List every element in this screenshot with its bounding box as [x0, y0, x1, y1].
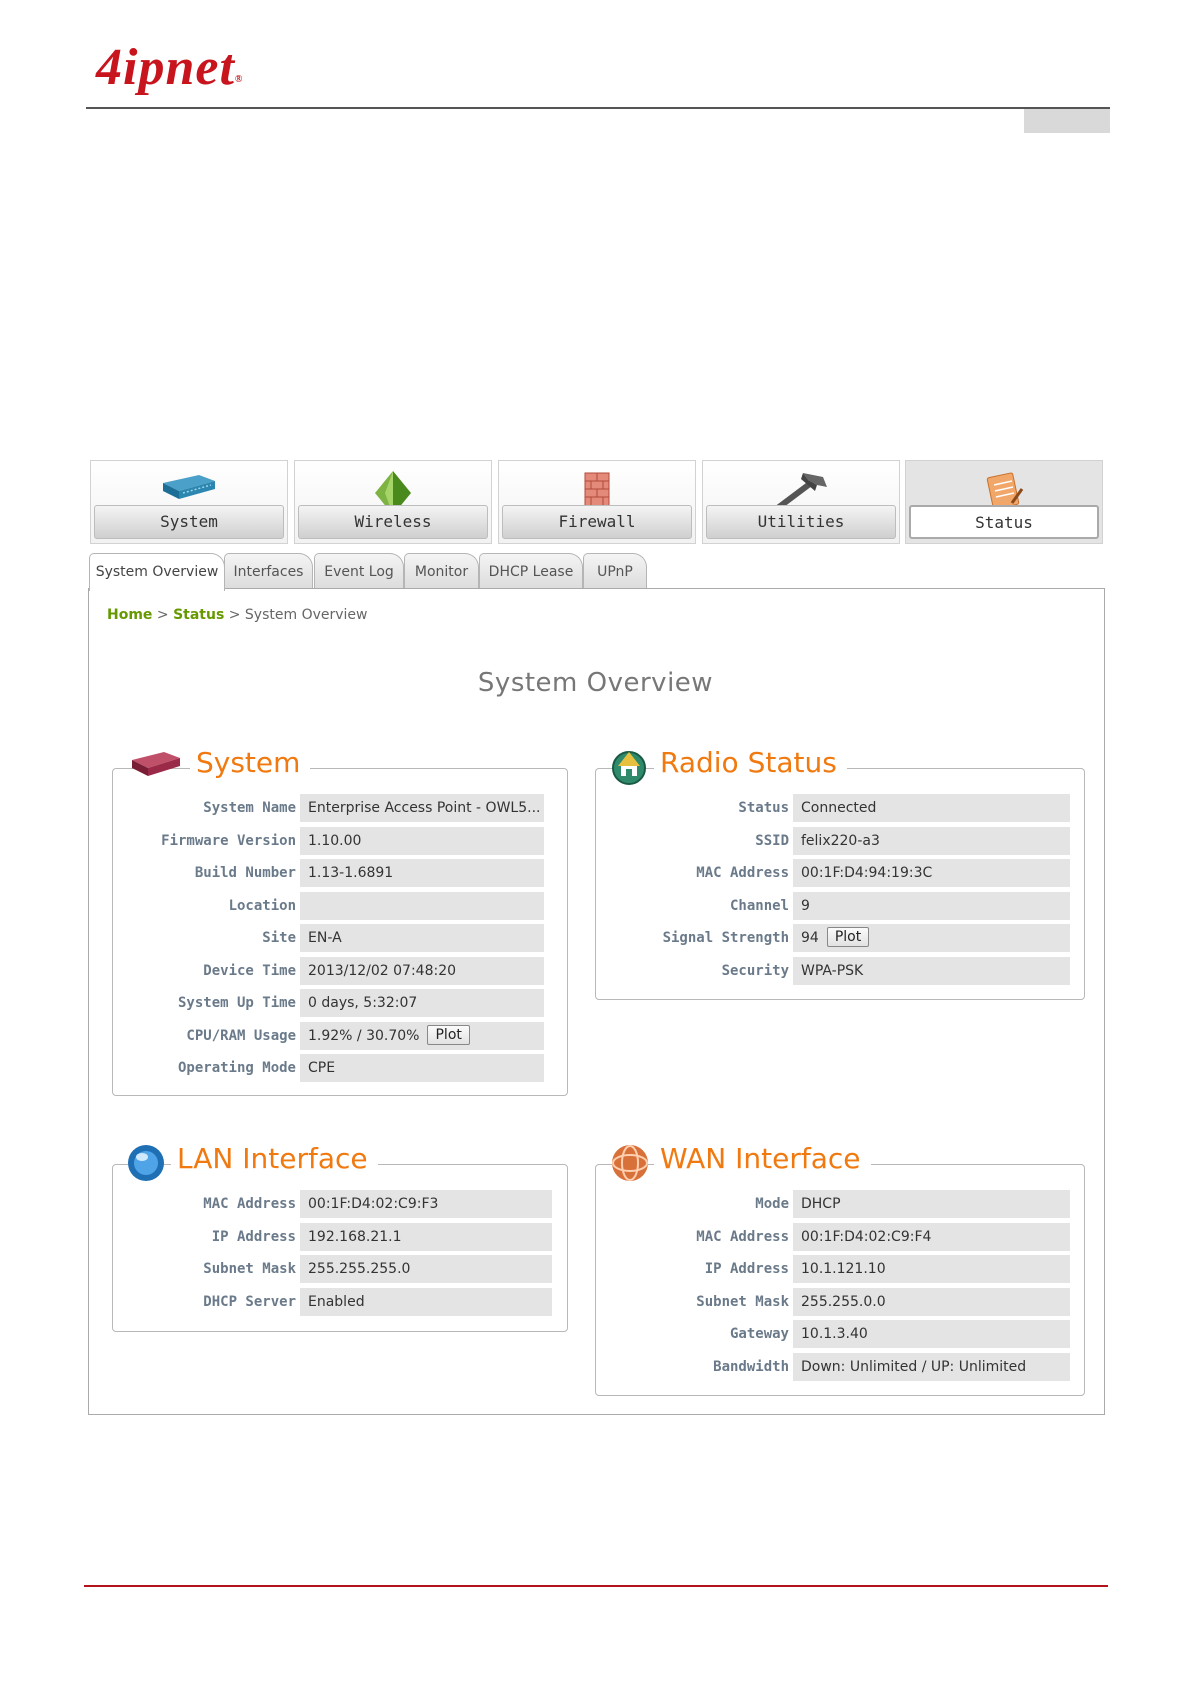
field-value-text: 0 days, 5:32:07	[308, 995, 418, 1011]
nav-tab-wireless[interactable]	[294, 460, 492, 544]
info-row	[120, 1288, 552, 1316]
nav-tab-label: Utilities	[706, 505, 896, 539]
nav-tab-label: System	[94, 505, 284, 539]
field-value-text: 00:1F:D4:02:C9:F3	[308, 1196, 439, 1212]
field-label: System Name	[203, 800, 296, 816]
router-icon	[159, 469, 219, 505]
firewall-brick-icon	[582, 469, 612, 509]
field-value-text: Enabled	[308, 1293, 365, 1310]
field-value-text: 10.1.121.10	[801, 1261, 886, 1277]
info-row	[120, 827, 544, 855]
page-title: System Overview	[477, 668, 714, 698]
field-label: Security	[721, 962, 789, 979]
field-label: System Up Time	[177, 995, 296, 1011]
field-value	[793, 1320, 1070, 1348]
field-value	[793, 957, 1070, 985]
field-value	[300, 1288, 552, 1316]
field-label: Firmware Version	[161, 832, 296, 849]
field-label: Operating Mode	[177, 1060, 296, 1076]
field-label: Site	[262, 930, 296, 946]
field-label: Gateway	[729, 1326, 789, 1342]
info-row	[605, 794, 1070, 822]
field-value	[300, 1022, 544, 1050]
info-row	[605, 1223, 1070, 1251]
field-value-text: DHCP	[801, 1196, 841, 1212]
info-row	[120, 794, 544, 822]
field-label: MAC Address	[696, 865, 789, 881]
field-value	[793, 924, 1070, 952]
field-value	[300, 1223, 552, 1251]
breadcrumb: Home > Status > System Overview	[107, 607, 368, 623]
plot-button[interactable]: Plot	[827, 927, 869, 947]
nav-tab-system[interactable]	[90, 460, 288, 544]
radio-tower-icon	[610, 746, 648, 786]
nav-tab-label: Wireless	[298, 505, 488, 539]
field-value-text: 00:1F:D4:94:19:3C	[801, 865, 933, 881]
info-row	[120, 859, 544, 887]
nav-tab-utilities[interactable]	[702, 460, 900, 544]
breadcrumb-home[interactable]: Home	[107, 607, 153, 623]
field-value	[793, 1255, 1070, 1283]
nav-tab-label: Firewall	[502, 505, 692, 539]
field-value	[300, 1054, 544, 1082]
breadcrumb-current: System Overview	[244, 607, 368, 623]
field-label: Signal Strength	[662, 930, 789, 946]
field-label: Device Time	[203, 962, 296, 979]
subtab-dhcp-lease[interactable]: DHCP Lease	[479, 553, 583, 589]
field-label: Mode	[755, 1196, 789, 1212]
field-value-text: 192.168.21.1	[308, 1228, 402, 1245]
radio-status-section-title: Radio Status	[654, 745, 847, 781]
subtab-interfaces[interactable]: Interfaces	[224, 553, 313, 589]
field-label: IP Address	[704, 1261, 789, 1277]
footer-divider	[84, 1585, 1108, 1587]
system-section-title: System	[190, 745, 310, 781]
info-row	[120, 924, 544, 952]
field-value	[300, 827, 544, 855]
header-divider	[86, 107, 1110, 109]
field-value-text: 10.1.3.40	[801, 1326, 868, 1342]
info-row	[605, 859, 1070, 887]
field-value-text: 00:1F:D4:02:C9:F4	[801, 1228, 932, 1245]
nav-tab-label: Status	[909, 505, 1099, 539]
field-value-text: 2013/12/02 07:48:20	[308, 962, 457, 979]
field-value	[300, 892, 544, 920]
info-row	[605, 957, 1070, 985]
breadcrumb-status[interactable]: Status	[173, 607, 225, 623]
field-value-text: 1.10.00	[308, 832, 362, 849]
field-value-text: 255.255.255.0	[308, 1261, 411, 1277]
field-value-text: 94	[801, 930, 819, 946]
wan-interface-section-title: WAN Interface	[654, 1141, 871, 1177]
brand-logo: 4ipnet®	[96, 39, 244, 96]
info-row	[120, 957, 544, 985]
field-label: MAC Address	[203, 1196, 296, 1212]
info-row	[120, 1255, 552, 1283]
field-value	[300, 794, 544, 822]
subtab-upnp[interactable]: UPnP	[583, 553, 647, 589]
info-row	[120, 1054, 544, 1082]
field-value	[300, 989, 544, 1017]
info-row	[605, 1320, 1070, 1348]
field-value	[793, 1288, 1070, 1316]
lan-globe-icon	[126, 1143, 166, 1183]
info-row	[120, 989, 544, 1017]
field-label: Status	[738, 800, 789, 816]
field-value	[300, 1190, 552, 1218]
field-value-text: Down: Unlimited / UP: Unlimited	[801, 1358, 1027, 1375]
field-value	[300, 924, 544, 952]
field-value	[300, 859, 544, 887]
field-label: CPU/RAM Usage	[186, 1027, 296, 1044]
info-row	[120, 1190, 552, 1218]
field-value	[793, 1190, 1070, 1218]
field-label: MAC Address	[696, 1228, 789, 1245]
field-value	[793, 859, 1070, 887]
info-row	[120, 892, 544, 920]
field-value	[793, 892, 1070, 920]
field-value-text: CPE	[308, 1060, 336, 1076]
field-value-text: 1.13-1.6891	[308, 865, 394, 881]
field-value	[793, 794, 1070, 822]
nav-tab-status[interactable]	[905, 460, 1103, 544]
field-value-text: EN-A	[308, 930, 342, 946]
info-row	[120, 1022, 544, 1050]
field-value-text: WPA-PSK	[801, 962, 864, 979]
field-label: SSID	[755, 832, 789, 849]
lan-interface-section-title: LAN Interface	[171, 1141, 378, 1177]
field-label: Subnet Mask	[203, 1261, 296, 1277]
field-value	[300, 957, 544, 985]
field-value	[793, 1223, 1070, 1251]
plot-button[interactable]: Plot	[427, 1025, 469, 1045]
info-row	[605, 924, 1070, 952]
wan-globe-icon	[610, 1143, 650, 1183]
info-row	[605, 1353, 1070, 1381]
field-value	[793, 827, 1070, 855]
field-value	[300, 1255, 552, 1283]
subtab-event-log[interactable]: Event Log	[314, 553, 404, 589]
field-label: Bandwidth	[713, 1358, 789, 1375]
subtab-monitor[interactable]: Monitor	[404, 553, 479, 589]
field-label: Subnet Mask	[696, 1293, 789, 1310]
info-row	[605, 892, 1070, 920]
field-label: IP Address	[211, 1228, 296, 1245]
field-value-text: Enterprise Access Point - OWL5...	[308, 800, 541, 816]
field-label: DHCP Server	[203, 1293, 296, 1310]
field-value-text: 255.255.0.0	[801, 1293, 886, 1310]
field-value	[793, 1353, 1070, 1381]
info-row	[605, 827, 1070, 855]
info-row	[605, 1288, 1070, 1316]
info-row	[605, 1190, 1070, 1218]
field-label: Location	[228, 897, 296, 914]
field-label: Channel	[729, 897, 789, 914]
subtab-system-overview[interactable]: System Overview	[89, 553, 225, 591]
field-value-text: felix220-a3	[801, 832, 880, 849]
header-page-box	[1024, 109, 1110, 133]
nav-tab-firewall[interactable]	[498, 460, 696, 544]
field-value-text: 1.92% / 30.70%	[308, 1027, 420, 1044]
field-value-text: 9	[801, 897, 810, 914]
field-label: Build Number	[194, 865, 296, 881]
field-value-text: Connected	[801, 800, 877, 816]
info-row	[120, 1223, 552, 1251]
info-row	[605, 1255, 1070, 1283]
device-icon	[130, 748, 182, 782]
